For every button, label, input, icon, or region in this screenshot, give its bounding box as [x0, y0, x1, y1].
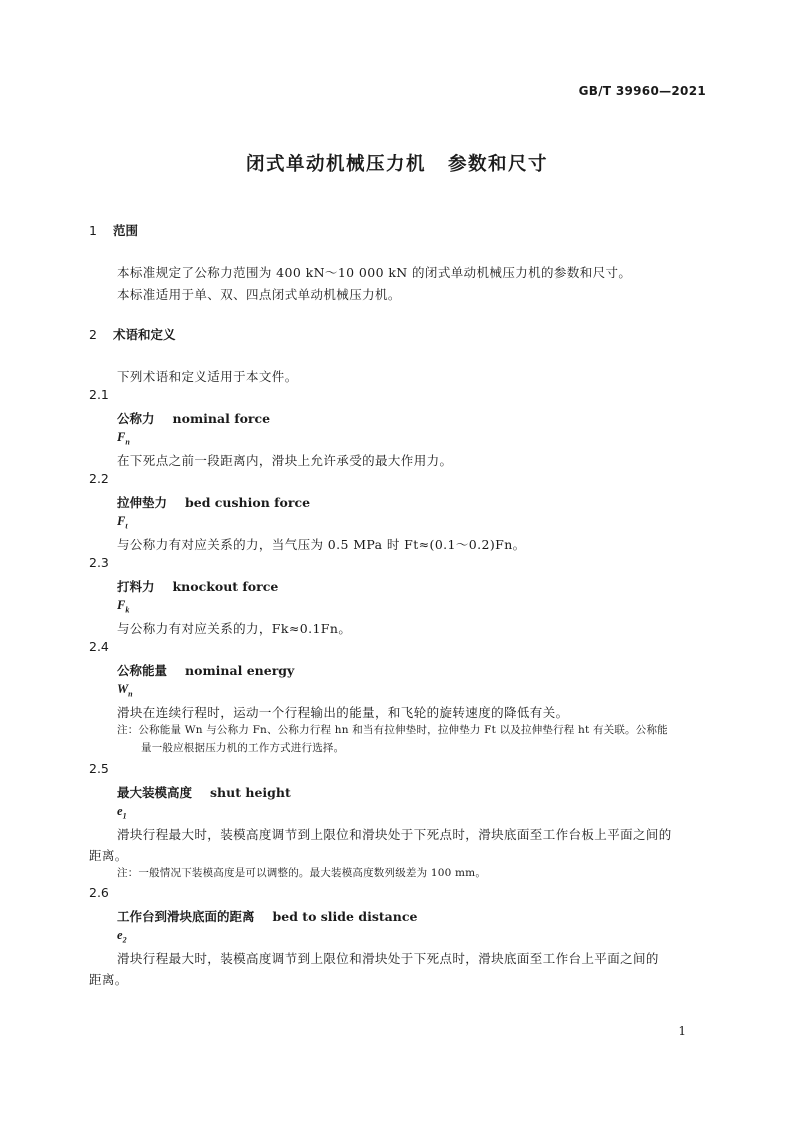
term-zh: 公称力 [117, 411, 155, 426]
term-zh: 公称能量 [117, 663, 168, 678]
term-number: 2.3 [89, 555, 109, 570]
term-symbol: $e_2$ [117, 928, 127, 945]
section-number: 2 [89, 327, 97, 342]
section-title: 术语和定义 [113, 327, 176, 342]
section-2-heading [89, 325, 176, 343]
term-heading [117, 783, 291, 801]
term-zh: 最大装模高度 [117, 785, 193, 800]
term-heading [117, 661, 294, 679]
term-number: 2.1 [89, 387, 109, 402]
term-symbol: $F_k$ [117, 598, 130, 615]
page-title [0, 150, 794, 176]
term-definition: 与公称力有对应关系的力，当气压为 0.5 MPa 时 Ft≈(0.1～0.2)Fn。 [117, 537, 526, 552]
term-heading [117, 577, 278, 595]
term-en: bed cushion force [185, 495, 311, 510]
term-zh: 工作台到滑块底面的距离 [117, 909, 255, 924]
term-en: knockout force [172, 579, 279, 594]
section-1-heading [89, 221, 138, 239]
term-symbol: $e_1$ [117, 804, 127, 821]
term-zh: 拉伸垫力 [117, 495, 168, 510]
term-symbol: $F_t$ [117, 514, 128, 531]
term-definition: 滑块行程最大时，装模高度调节到上限位和滑块处于下死点时，滑块底面至工作台上平面之间的 [117, 951, 659, 966]
term-symbol: $W_n$ [117, 682, 133, 699]
term-en: nominal force [172, 411, 271, 426]
term-en: shut height [210, 785, 291, 800]
term-en: bed to slide distance [272, 909, 418, 924]
term-zh: 打料力 [117, 579, 155, 594]
term-definition: 滑块行程最大时，装模高度调节到上限位和滑块处于下死点时，滑块底面至工作台板上平面之间的 [117, 827, 672, 842]
standard-code: GB/T 39960—2021 [578, 84, 706, 98]
scope-paragraph-1: 本标准规定了公称力范围为 400 kN～10 000 kN 的闭式单动机械压力机的参数和尺寸。 [117, 265, 632, 280]
term-symbol: $F_n$ [117, 430, 130, 447]
term-en: nominal energy [185, 663, 295, 678]
term-definition: 与公称力有对应关系的力，Fk≈0.1Fn。 [117, 621, 352, 636]
terms-intro: 下列术语和定义适用于本文件。 [117, 369, 298, 384]
term-definition: 在下死点之前一段距离内，滑块上允许承受的最大作用力。 [117, 453, 453, 468]
title-part-1: 闭式单动机械压力机 [245, 154, 426, 175]
term-heading [117, 493, 310, 511]
term-number: 2.5 [89, 761, 109, 776]
term-number: 2.4 [89, 639, 109, 654]
term-heading [117, 409, 270, 427]
term-definition: 滑块在连续行程时，运动一个行程输出的能量，和飞轮的旋转速度的降低有关。 [117, 705, 569, 720]
term-note-continued: 量一般应根据压力机的工作方式进行选择。 [141, 742, 345, 754]
term-heading [117, 907, 417, 925]
term-number: 2.6 [89, 885, 109, 900]
term-number: 2.2 [89, 471, 109, 486]
term-note: 注：公称能量 Wn 与公称力 Fn、公称力行程 hn 和当有拉伸垫时，拉伸垫力 Ft 以及拉伸垫行程 ht 有关联。公称能 [117, 724, 668, 736]
section-title: 范围 [113, 223, 139, 238]
term-definition-continued: 距离。 [89, 972, 128, 987]
scope-paragraph-2: 本标准适用于单、双、四点闭式单动机械压力机。 [117, 287, 401, 302]
term-definition-continued: 距离。 [89, 848, 128, 863]
section-number: 1 [89, 223, 97, 238]
page-number: 1 [678, 1024, 686, 1038]
term-note: 注：一般情况下装模高度是可以调整的。最大装模高度数列级差为 100 mm。 [117, 867, 487, 879]
title-part-2: 参数和尺寸 [448, 154, 549, 175]
